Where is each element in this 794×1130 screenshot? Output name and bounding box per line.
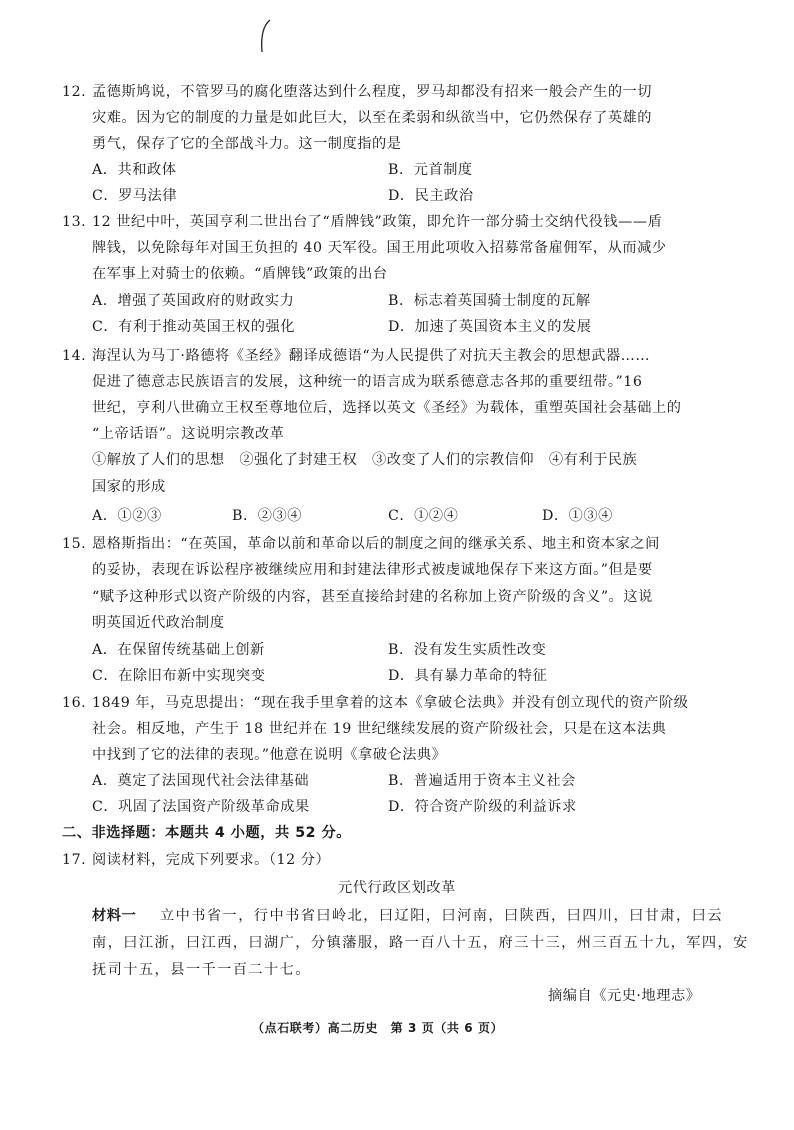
option-d: D．加速了英国资本主义的发展 <box>388 319 592 335</box>
question-stem-line: 在军事上对骑士的依赖。“盾牌钱”政策的出台 <box>92 266 388 282</box>
option-b: B．普遍适用于资本主义社会 <box>388 773 576 789</box>
question-stem-line: 社会。相反地，产生于 18 世纪并在 19 世纪继续发展的资产阶级社会，只是在这本法典 <box>92 721 667 737</box>
question-17-prompt: 阅读材料，完成下列要求。（12 分） <box>92 852 331 868</box>
question-number: 12. <box>62 84 87 100</box>
option-a: A．共和政体 <box>92 162 177 178</box>
choice-list-line: ①解放了人们的思想 ②强化了封建王权 ③改变了人们的宗教信仰 ④有利于民族 <box>92 452 638 468</box>
option-d: D．①③④ <box>542 508 613 524</box>
question-stem-line: 海涅认为马丁·路德将《圣经》翻译成德语“为人民提供了对抗天主教会的思想武器…… <box>92 348 651 364</box>
option-c: C．巩固了法国资产阶级革命成果 <box>92 799 310 815</box>
question-number: 17. <box>62 852 87 868</box>
material-line: 立中书省一，行中书省曰岭北，曰辽阳，曰河南，曰陕西，曰四川，曰甘肃，曰云 <box>160 908 723 924</box>
material-title: 元代行政区划改革 <box>338 880 456 896</box>
question-stem-line: 灾难。因为它的制度的力量是如此巨大，以至在柔弱和纵欲当中，它仍然保存了英雄的 <box>92 110 653 126</box>
pen-mark <box>256 18 276 54</box>
material-line: 抚司十五，县一千一百二十七。 <box>92 962 311 978</box>
section-heading: 二、非选择题：本题共 4 小题，共 52 分。 <box>62 825 352 841</box>
material-line: 南，曰江浙，曰江西，曰湖广，分镇藩服，路一百八十五，府三十三，州三百五十九，军四，安 <box>92 935 749 951</box>
question-number: 13. <box>62 214 87 230</box>
question-stem-line: 明英国近代政治制度 <box>92 615 225 631</box>
material-source: 摘编自《元史·地理志》 <box>548 988 701 1004</box>
option-c: C．①②④ <box>388 508 459 524</box>
question-stem-line: 恩格斯指出：“在英国，革命以前和革命以后的制度之间的继承关系、地主和资本家之间 <box>92 536 660 552</box>
option-b: B．元首制度 <box>388 162 473 178</box>
question-stem-line: “赋予这种形式以资产阶级的内容，甚至直接给封建的名称加上资产阶级的含义”。这说 <box>92 589 653 605</box>
option-b: B．②③④ <box>232 508 302 524</box>
question-number: 16. <box>62 695 87 711</box>
option-a: A．①②③ <box>92 508 162 524</box>
option-a: A．奠定了法国现代社会法律基础 <box>92 773 310 789</box>
question-number: 14. <box>62 348 87 364</box>
option-a: A．在保留传统基础上创新 <box>92 642 265 658</box>
question-stem-line: 1849 年，马克思提出：“现在我手里拿着的这本《拿破仑法典》并没有创立现代的资产阶级 <box>92 695 689 711</box>
question-stem-line: 世纪，亨利八世确立王权至尊地位后，选择以英文《圣经》为载体，重塑英国社会基础上的 <box>92 400 682 416</box>
material-label: 材料一 <box>92 908 137 924</box>
question-stem-line: 牌钱，以免除每年对国王负担的 40 天军役。国王用此项收入招募常备雇佣军，从而减少 <box>92 240 667 256</box>
option-c: C．在除旧布新中实现突变 <box>92 668 266 684</box>
option-d: D．具有暴力革命的特征 <box>388 668 548 684</box>
option-c: C．有利于推动英国王权的强化 <box>92 319 295 335</box>
option-d: D．民主政治 <box>388 188 474 204</box>
question-stem-line: 勇气，保存了它的全部战斗力。这一制度指的是 <box>92 136 402 152</box>
choice-list-line: 国家的形成 <box>92 479 166 495</box>
question-stem-line: 12 世纪中叶，英国亨利二世出台了“盾牌钱”政策，即允许一部分骑士交纳代役钱——盾 <box>92 214 663 230</box>
option-c: C．罗马法律 <box>92 188 178 204</box>
question-stem-line: 促进了德意志民族语言的发展，这种统一的语言成为联系德意志各邦的重要纽带。”16 <box>92 374 643 390</box>
option-b: B．标志着英国骑士制度的瓦解 <box>388 293 591 309</box>
question-number: 15. <box>62 536 87 552</box>
option-b: B．没有发生实质性改变 <box>388 642 547 658</box>
question-stem-line: 孟德斯鸠说，不管罗马的腐化堕落达到什么程度，罗马却都没有招来一般会产生的一切 <box>92 84 653 100</box>
page-footer: （点石联考）高二历史 第 3 页（共 6 页） <box>252 1021 504 1035</box>
question-stem-line: 的妥协，表现在诉讼程序被继续应用和封建法律形式被虔诚地保存下来这方面。”但是要 <box>92 562 653 578</box>
option-a: A．增强了英国政府的财政实力 <box>92 293 295 309</box>
question-stem-line: 中找到了它的法律的表现。”他意在说明《拿破仑法典》 <box>92 747 447 763</box>
question-stem-line: “上帝话语”。这说明宗教改革 <box>92 426 285 442</box>
option-d: D．符合资产阶级的利益诉求 <box>388 799 577 815</box>
